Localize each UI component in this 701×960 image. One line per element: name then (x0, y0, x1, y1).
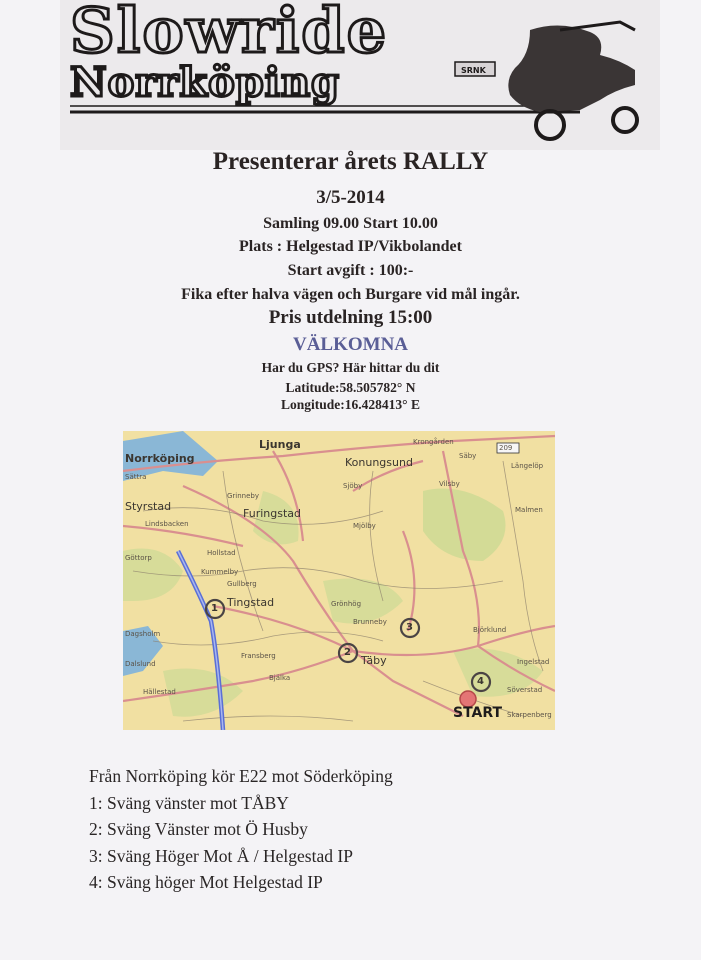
welcome-text: VÄLKOMNA (292, 334, 409, 355)
map-label-kummelby: Kummelby (201, 568, 239, 576)
map-label-hallestad: Hällestad (143, 688, 176, 696)
map-label-ljunga: Ljunga (259, 438, 301, 451)
map-label-mjolby: Mjölby (353, 522, 376, 530)
direction-step-3: 3: Sväng Höger Mot Å / Helgestad IP (89, 845, 353, 866)
svg-text:SRNK: SRNK (461, 66, 486, 75)
map-label-langelop: Längelöp (511, 462, 544, 470)
map-label-hollstad: Hollstad (207, 549, 236, 557)
map-marker-3: 3 (406, 622, 413, 633)
event-fee: Start avgift : 100:- (287, 262, 414, 279)
latitude: Latitude:58.505782° N (285, 380, 416, 395)
map-label-lindsbacken: Lindsbacken (145, 520, 189, 528)
map-marker-2: 2 (344, 647, 351, 658)
direction-intro: Från Norrköping kör E22 mot Söderköping (89, 766, 393, 786)
map-label-soverstad: Söverstad (507, 686, 543, 694)
map-label-dalslund: Dalslund (125, 660, 156, 668)
direction-step-4: 4: Sväng höger Mot Helgestad IP (89, 872, 323, 892)
event-fika: Fika efter halva vägen och Burgare vid mål ingår. (181, 286, 520, 303)
map-marker-1: 1 (211, 603, 218, 614)
map-label-gullberg: Gullberg (227, 580, 257, 588)
map-start-label: START (453, 705, 503, 721)
map-label-bjorklund: Björklund (473, 626, 507, 634)
logo-graphic (60, 0, 660, 150)
map-label-grinneby: Grinneby (227, 492, 260, 500)
map-marker-4: 4 (477, 676, 484, 687)
map-label-gronhog: Grönhög (331, 600, 362, 608)
svg-text:Norrköping: Norrköping (70, 59, 340, 106)
map-label-styrstad: Styrstad (125, 500, 172, 513)
route-209-label: 209 (499, 444, 513, 452)
map-label-norrkoping: Norrköping (125, 452, 195, 465)
direction-step-1: 1: Sväng vänster mot TÅBY (89, 792, 289, 813)
map-label-malmen: Malmen (515, 506, 543, 514)
map-label-furingstad: Furingstad (243, 507, 301, 520)
map-label-dagsholm: Dagsholm (125, 630, 161, 638)
map-label-tingstad: Tingstad (227, 596, 275, 609)
map-label-saby: Säby (459, 452, 477, 460)
map-label-vilsby: Vilsby (439, 480, 460, 488)
map-label-gottorp: Göttorp (125, 554, 152, 562)
map-label-taby: Täby (361, 654, 387, 667)
map-label-ingelstad: Ingelstad (517, 658, 550, 666)
map-label-bjalka: Bjälka (269, 674, 291, 682)
map-label-sattra: Sättra (125, 473, 147, 481)
svg-text:Slowride: Slowride (70, 0, 389, 67)
map-label-fransberg: Fransberg (241, 652, 276, 660)
event-place: Plats : Helgestad IP/Vikbolandet (239, 238, 462, 255)
map-label-konungsund: Konungsund (345, 456, 413, 469)
map-label-krongarden: Krongården (413, 438, 454, 446)
event-schedule: Samling 09.00 Start 10.00 (263, 215, 438, 232)
direction-step-2: 2: Sväng Vänster mot Ö Husby (89, 819, 308, 839)
route-map (123, 431, 555, 730)
map-label-sjoby: Sjöby (343, 482, 363, 490)
longitude: Longitude:16.428413° E (281, 397, 420, 412)
gps-question: Har du GPS? Här hittar du dit (261, 360, 440, 375)
event-date: 3/5-2014 (316, 187, 385, 208)
map-label-skarpenberg: Skarpenberg (507, 711, 552, 719)
slowride-logo (60, 0, 660, 150)
map-label-brunneby: Brunneby (353, 618, 387, 626)
directions-list (89, 766, 393, 899)
prize-time: Pris utdelning 15:00 (268, 307, 433, 328)
map-background (123, 431, 555, 730)
event-title: Presenterar årets RALLY (212, 148, 489, 175)
